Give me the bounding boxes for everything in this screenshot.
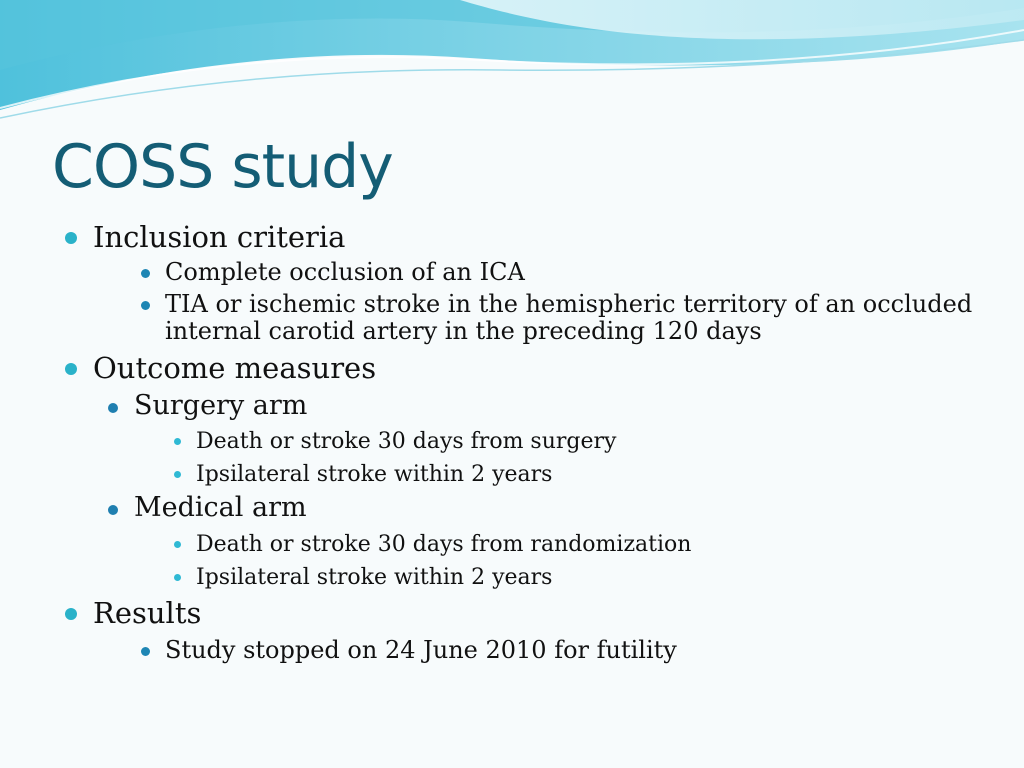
group-label-medical: Medical arm	[134, 494, 307, 522]
section-heading-inclusion: Inclusion criteria	[93, 220, 345, 254]
list-item: Death or stroke 30 days from surgery	[196, 428, 616, 455]
bullet-icon	[141, 301, 150, 310]
bullet-icon	[65, 232, 77, 244]
list-item: TIA or ischemic stroke in the hemispheric territory of an occluded	[165, 290, 972, 318]
list-item: Complete occlusion of an ICA	[165, 258, 525, 286]
bullet-icon	[108, 505, 118, 515]
bullet-icon	[65, 608, 77, 620]
bullet-icon	[65, 363, 77, 375]
slide-title: COSS study	[52, 132, 393, 202]
bullet-icon	[174, 438, 181, 445]
decorative-wave-header	[0, 0, 1024, 130]
bullet-icon	[141, 269, 150, 278]
group-label-surgery: Surgery arm	[134, 392, 307, 420]
bullet-icon	[174, 541, 181, 548]
section-heading-results: Results	[93, 596, 201, 630]
list-item: Death or stroke 30 days from randomization	[196, 531, 691, 558]
bullet-icon	[141, 647, 150, 656]
list-item: Ipsilateral stroke within 2 years	[196, 564, 552, 591]
bullet-icon	[108, 403, 118, 413]
bullet-icon	[174, 574, 181, 581]
bullet-icon	[174, 471, 181, 478]
list-item: Study stopped on 24 June 2010 for futility	[165, 636, 677, 664]
list-item: Ipsilateral stroke within 2 years	[196, 461, 552, 488]
list-item-continuation: internal carotid artery in the preceding 120 days	[165, 317, 762, 345]
section-heading-outcome: Outcome measures	[93, 351, 376, 385]
